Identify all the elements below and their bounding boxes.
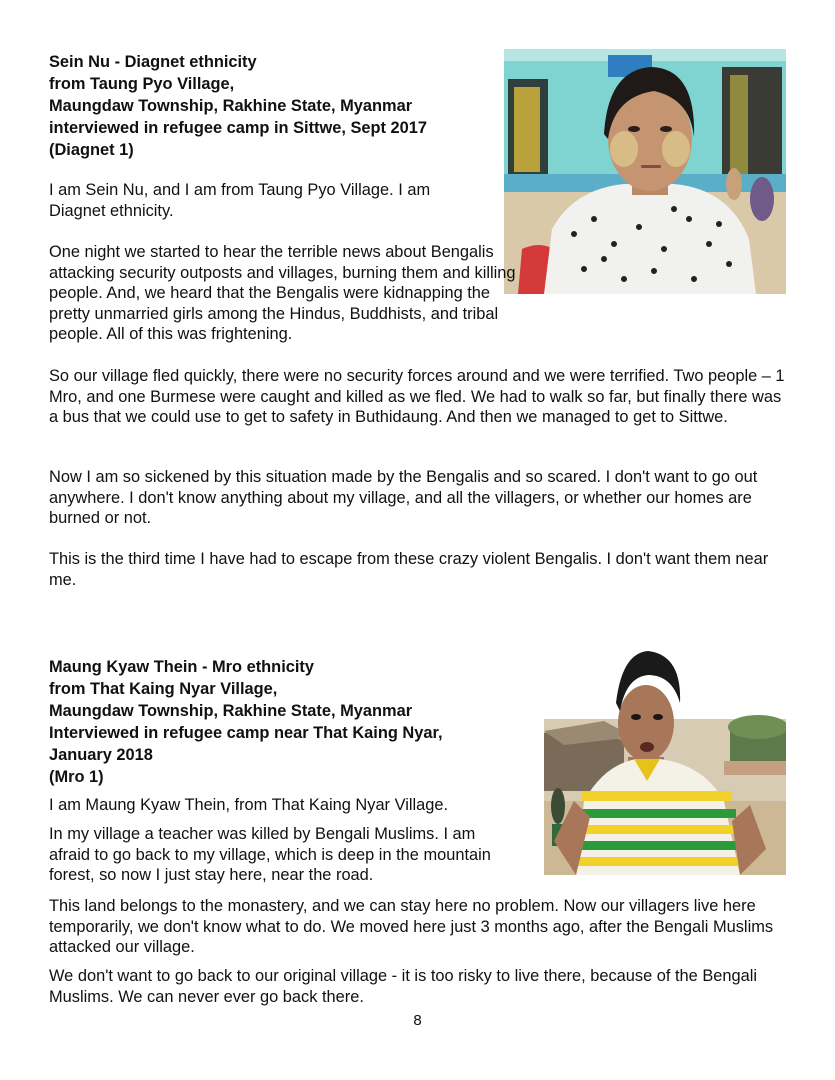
heading-line: (Diagnet 1): [49, 141, 134, 159]
interview-1-paragraph-2: [49, 242, 835, 345]
interview-2-paragraph-2: In my village a teacher was killed by Bengali Muslims. I am afraid to go back to my village, which is deep in the mountain forest, so now I just stay here, near the road.: [49, 825, 491, 885]
interview-1-heading: [49, 51, 427, 161]
heading-line: Maungdaw Township, Rakhine State, Myanmar: [49, 702, 413, 720]
interview-1-paragraph-4: Now I am so sickened by this situation made by the Bengalis and so scared. I don't want to go out anywhere. I don't know anything about my village, and all the villagers, or whether our homes are burned or not.: [49, 468, 758, 528]
heading-line: Maungdaw Township, Rakhine State, Myanmar: [49, 97, 413, 115]
paragraph-text: One night we started to hear the terrible news about Bengalis attacking security outposts and villages, burning them and killing people. And, we heard that the Bengalis were kidnapping the pretty unmarried girls among the Hindus, Buddhists, and tribal people. All of this was frightening.: [49, 243, 516, 344]
interview-2-heading: [49, 656, 443, 788]
heading-line: interviewed in refugee camp in Sittwe, Sept 2017: [49, 119, 428, 137]
page-number: 8: [413, 1012, 422, 1029]
interview-1-paragraph-1: I am Sein Nu, and I am from Taung Pyo Village. I am Diagnet ethnicity.: [49, 181, 431, 220]
heading-line: January 2018: [49, 746, 153, 764]
interview-2-paragraph-1: I am Maung Kyaw Thein, from That Kaing Nyar Village.: [49, 796, 449, 814]
interview-2-paragraph-3: This land belongs to the monastery, and we can stay here no problem. Now our villagers live here temporarily, we don't know what to do. We moved here just 3 months ago, after the Bengali Muslims attacked our village.: [49, 897, 774, 957]
interview-2-paragraph-4: We don't want to go back to our original village - it is too risky to live there, because of the Bengali Muslims. We can never ever go back there.: [49, 967, 758, 1006]
heading-line: Maung Kyaw Thein - Mro ethnicity: [49, 658, 314, 676]
heading-line: from That Kaing Nyar Village,: [49, 680, 278, 698]
portrait-photo-man: [544, 641, 786, 875]
interview-1-paragraph-3: So our village fled quickly, there were no security forces around and we were terrified. Two people – 1 Mro, and one Burmese were caught and killed as we fled. We had to walk so far, but finally there was a bus that we could use to get to safety in Buthidaung. And then we managed to get to Sittwe.: [49, 367, 785, 427]
interview-1-paragraph-5: This is the third time I have had to escape from these crazy violent Bengalis. I don't want them near me.: [49, 550, 769, 589]
heading-line: (Mro 1): [49, 768, 104, 786]
heading-line: Interviewed in refugee camp near That Kaing Nyar,: [49, 724, 443, 742]
heading-line: Sein Nu - Diagnet ethnicity: [49, 53, 257, 71]
heading-line: from Taung Pyo Village,: [49, 75, 235, 93]
paragraph-wrap-spacer: [535, 242, 835, 304]
